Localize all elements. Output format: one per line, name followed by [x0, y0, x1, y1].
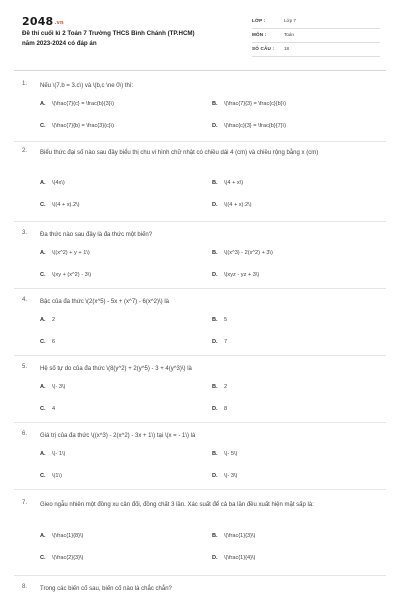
question-divider	[14, 355, 386, 356]
exam-title-line-2: năm 2023-2024 có đáp án	[22, 39, 97, 47]
option-c[interactable]: C. \(\frac{7}{b} = \frac{3}{c}\)	[40, 123, 115, 129]
option-d[interactable]: D. \((4 + x):2\)	[212, 202, 252, 208]
question-text: Bậc của đa thức \(2(x^5) - 5x + (x^7) - 6(x^2)\) là	[40, 299, 169, 305]
question-text: Hệ số tự do của đa thức \(8(y^2) + 2(y^5) - 3 + 4(y^3)\) là	[40, 366, 192, 372]
option-c[interactable]: C. 6	[40, 339, 56, 345]
question-divider	[14, 422, 386, 423]
page-header	[0, 0, 400, 66]
question-number: 8.	[22, 584, 28, 590]
question-text: Đa thức nào sau đây là đa thức một biến?	[40, 232, 153, 238]
option-a[interactable]: A. \(- 1\)	[40, 451, 66, 457]
exam-info-panel	[252, 15, 380, 57]
question-number: 1.	[22, 81, 28, 87]
question-text: Nếu \(7.b = 3.c\) và \(b,c \ne 0\) thì:	[40, 83, 134, 89]
option-a[interactable]: A. \(\frac{1}{8}\)	[40, 533, 84, 539]
info-value: Toán	[284, 32, 294, 37]
option-b[interactable]: B. \(\frac{7}{3} = \frac{c}{b}\)	[212, 101, 287, 107]
info-value: Lớp 7	[284, 18, 296, 23]
option-d[interactable]: D. \(\frac{1}{4}\)	[212, 555, 256, 561]
exam-title	[22, 29, 247, 48]
option-c[interactable]: C. 4	[40, 406, 56, 412]
question-divider	[14, 489, 386, 490]
question-number: 5.	[22, 364, 28, 370]
option-d[interactable]: D. \(\frac{c}{3} = \frac{b}{7}\)	[212, 123, 287, 129]
question-divider	[14, 221, 386, 222]
info-row-question-count	[252, 43, 380, 57]
option-c[interactable]: C. \(1\)	[40, 473, 62, 479]
info-key: MÔN :	[252, 32, 267, 37]
site-logo[interactable]: 2048.vn	[22, 15, 64, 28]
option-d[interactable]: D. \(xyz - yz + 3\)	[212, 272, 260, 278]
info-row-class	[252, 15, 380, 29]
option-b[interactable]: B. \(- 5\)	[212, 451, 238, 457]
question-divider	[14, 288, 386, 289]
info-key: SỐ CÂU :	[252, 46, 275, 51]
option-d[interactable]: D. \(- 3\)	[212, 473, 238, 479]
option-c[interactable]: C. \(\frac{2}{3}\)	[40, 555, 84, 561]
question-number: 4.	[22, 297, 28, 303]
option-a[interactable]: A. \(- 3\)	[40, 384, 66, 390]
option-c[interactable]: C. \((4 + x).2\)	[40, 202, 80, 208]
option-a[interactable]: A. 2	[40, 317, 56, 323]
question-number: 2.	[22, 148, 28, 154]
question-text: Trong các biến cố sau, biến cố nào là chắc chắn?	[40, 586, 172, 592]
question-divider	[14, 575, 386, 576]
option-d[interactable]: D. 8	[212, 406, 228, 412]
option-b[interactable]: B. 5	[212, 317, 228, 323]
question-number: 3.	[22, 230, 28, 236]
question-number: 7.	[22, 500, 28, 506]
option-d[interactable]: D. 7	[212, 339, 228, 345]
question-text: Giá trị của đa thức \((x^3) - 2(x^2) - 3x + 1\) tại \(x = - 1\) là	[40, 433, 196, 439]
option-b[interactable]: B. \(4 + x\)	[212, 180, 244, 186]
option-c[interactable]: C. \(xy + (x^2) - 3\)	[40, 272, 92, 278]
option-b[interactable]: B. \((x^3) - 2(x^2) + 3\)	[212, 250, 273, 256]
exam-title-line-1: Đề thi cuối kì 2 Toán 7 Trường THCS Bình Chánh (TP.HCM)	[22, 30, 195, 37]
question-text: Biểu thức đại số nào sau đây biểu thị chu vi hình chữ nhật có chiều dài 4 (cm) và chiều rộng bằng x (cm)	[40, 150, 319, 156]
info-row-subject	[252, 29, 380, 43]
option-a[interactable]: A. \(4x\)	[40, 180, 65, 186]
option-b[interactable]: B. 2	[212, 384, 228, 390]
option-a[interactable]: A. \(\frac{7}{c} = \frac{b}{3}\)	[40, 101, 115, 107]
header-divider	[14, 70, 386, 71]
question-text: Gieo ngẫu nhiên một đồng xu cân đối, đồng chất 3 lần. Xác suất để cả ba lần đều xuất hiện mặt sấp là:	[40, 502, 314, 508]
option-b[interactable]: B. \(\frac{1}{3}\)	[212, 533, 256, 539]
question-number: 6.	[22, 431, 28, 437]
logo-suffix: .vn	[54, 20, 64, 26]
info-value: 18	[284, 46, 290, 51]
option-a[interactable]: A. \((x^2) + y + 1\)	[40, 250, 90, 256]
info-key: LỚP :	[252, 18, 266, 23]
question-divider	[14, 141, 386, 142]
